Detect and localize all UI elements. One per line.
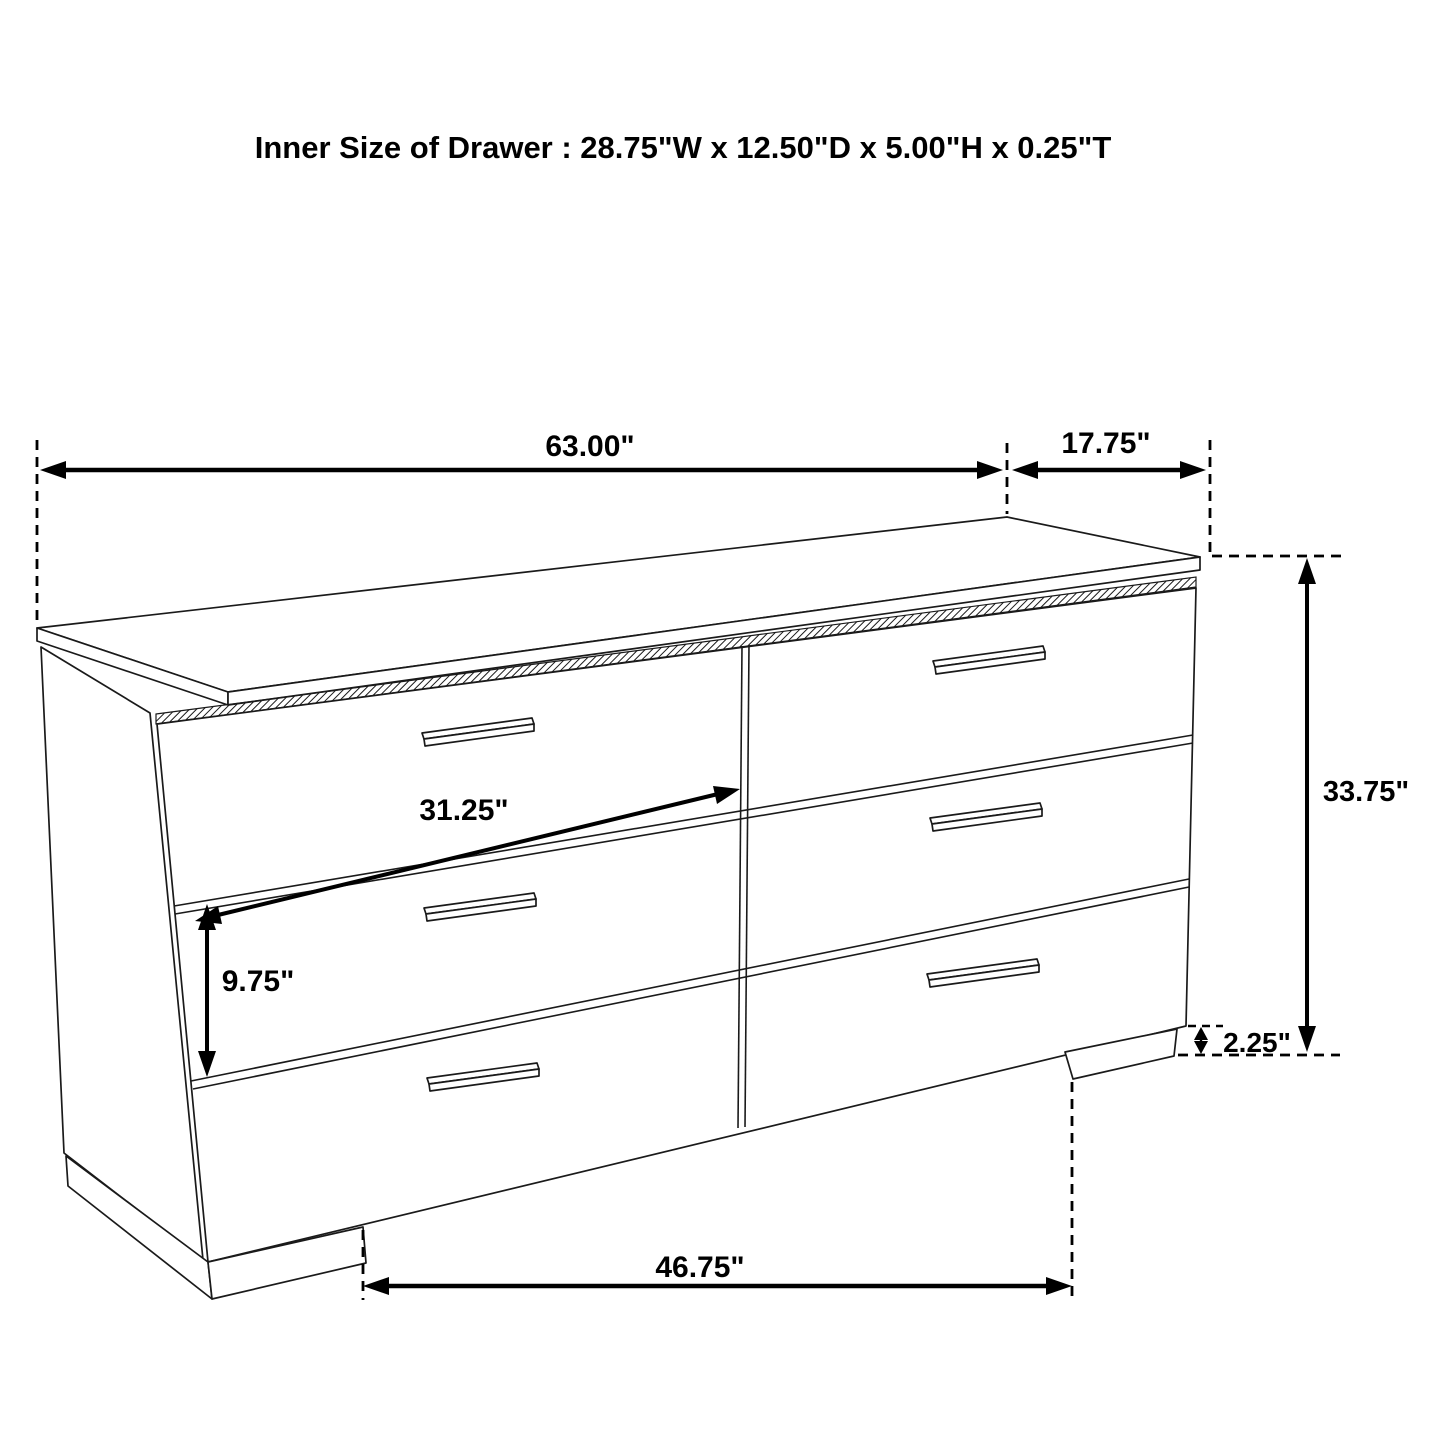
dim-overall-height-label: 33.75": [1322, 776, 1410, 808]
arrowhead-up-icon: [1298, 558, 1316, 584]
dim-leg-height: [1194, 1027, 1291, 1058]
arrowhead-down-icon: [1194, 1041, 1208, 1054]
dim-overall-depth-label: 17.75": [1061, 427, 1151, 460]
dim-overall-width-label: 63.00": [545, 430, 635, 463]
arrowhead-left-icon: [40, 461, 66, 479]
dim-base-span-label: 46.75": [655, 1251, 745, 1284]
dresser-body: [37, 517, 1200, 1299]
dim-leg-height-label: 2.25": [1223, 1027, 1291, 1058]
arrowhead-right-icon: [977, 461, 1003, 479]
dim-overall-width: [40, 430, 1003, 479]
page-title: Inner Size of Drawer : 28.75"W x 12.50"D x 5.00"H x 0.25"T: [254, 130, 1112, 165]
dim-overall-depth: [1012, 427, 1206, 479]
dim-drawer-height-label: 9.75": [221, 965, 295, 998]
dim-base-span: [363, 1251, 1072, 1295]
arrowhead-right-icon: [1180, 461, 1206, 479]
dim-drawer-width-label: 31.25": [419, 794, 509, 827]
arrowhead-down-icon: [1298, 1026, 1316, 1052]
dim-overall-height: [1298, 558, 1409, 1052]
arrowhead-up-icon: [1194, 1027, 1208, 1040]
arrowhead-left-icon: [363, 1277, 389, 1295]
arrowhead-right-icon: [1046, 1277, 1072, 1295]
arrowhead-left-icon: [1012, 461, 1038, 479]
